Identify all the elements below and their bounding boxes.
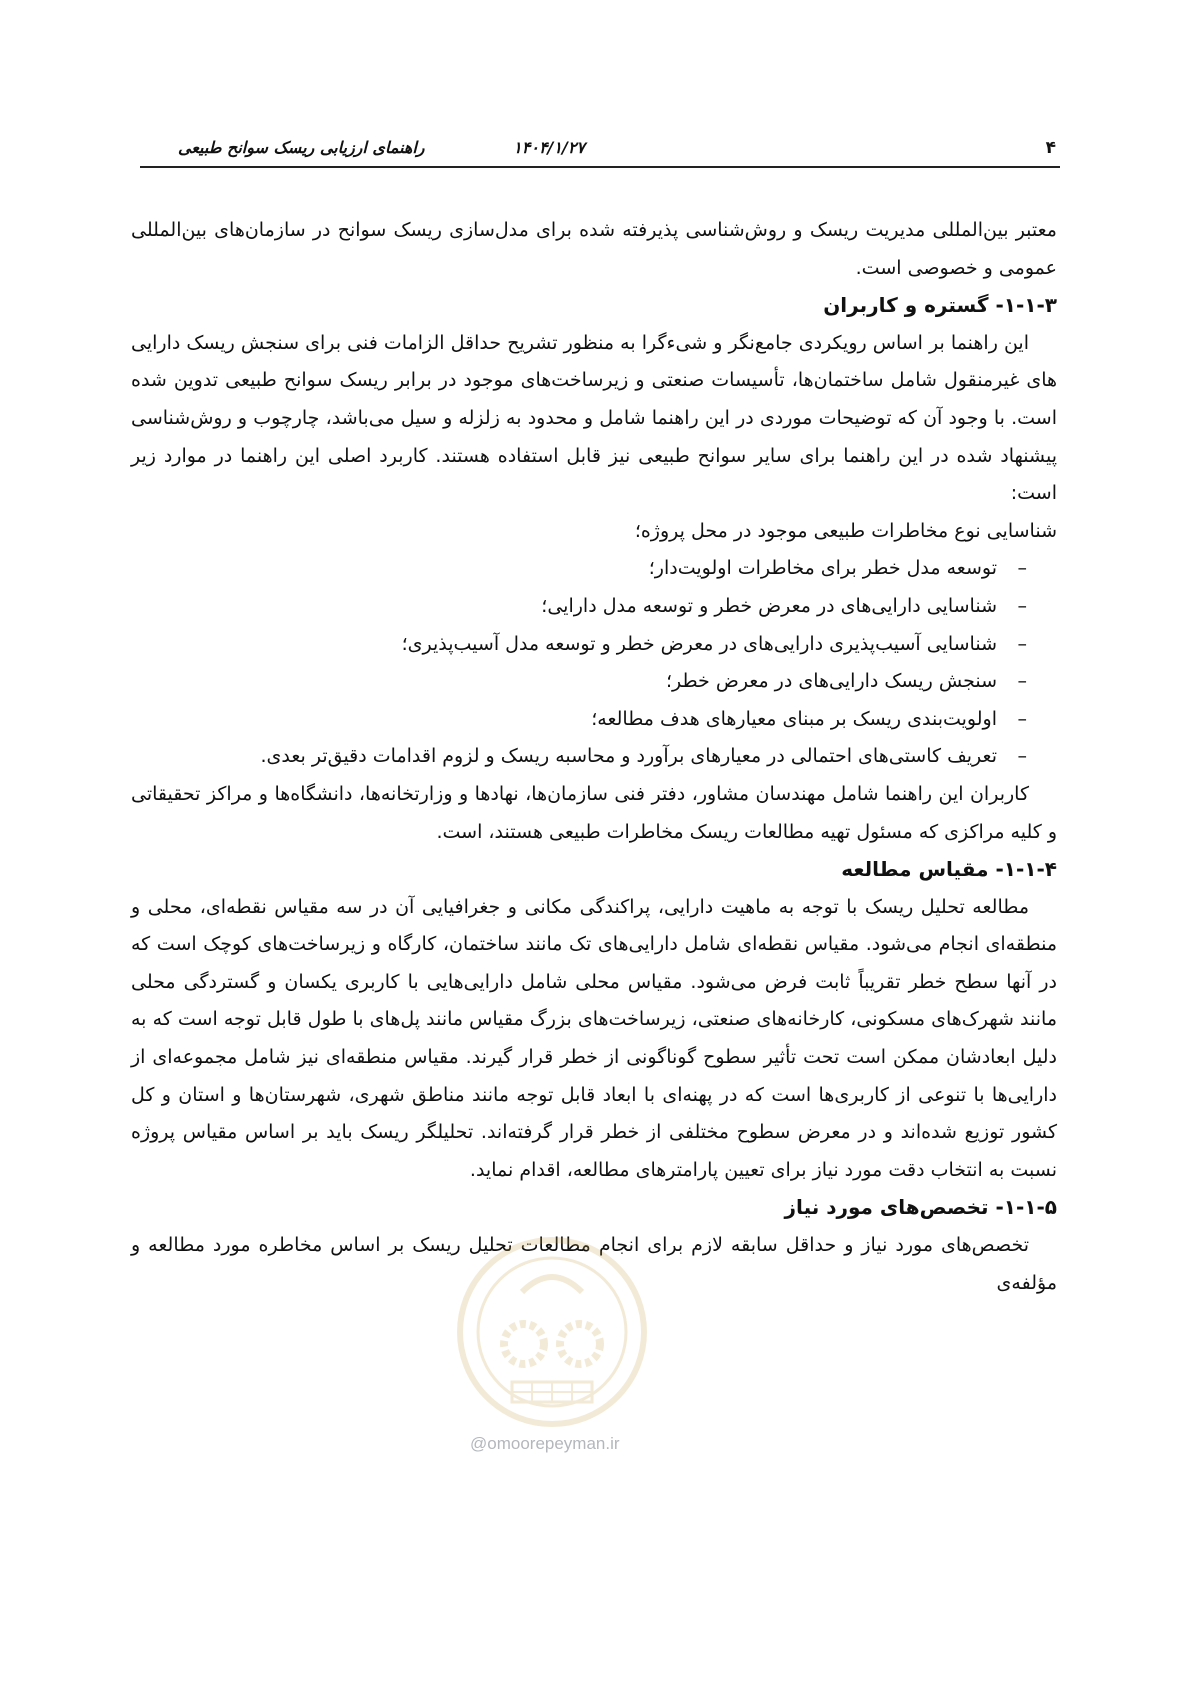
- watermark-text: @omoorepeyman.ir: [470, 1434, 620, 1453]
- list-item-text: شناسایی آسیب‌پذیری دارایی‌های در معرض خطر و توسعه مدل آسیب‌پذیری؛: [401, 632, 997, 655]
- scope-paragraph: این راهنما بر اساس رویکردی جامع‌نگر و شیءگرا به منظور تشریح حداقل الزامات فنی برای سنجش ریسک دارایی های غیرمنقول شامل ساختمان‌ها، تأسیسات صنعتی و زیرساخت‌های موجود در برابر ریسک سوانح طبیعی تدوین شده است. با وجود آن که توضیحات موردی در این راهنما شامل و محدود به زلزله و سیل می‌باشد، چارچوب و روش‌شناسی پیشنهاد شده در این راهنما برای سایر سوانح طبیعی نیز قابل استفاده هستند. کاربرد اصلی این راهنما در موارد زیر است:: [131, 331, 1057, 505]
- list-item-text: تعریف کاستی‌های احتمالی در معیارهای برآورد و محاسبه ریسک و لزوم اقدامات دقیق‌تر بعدی.: [260, 745, 997, 768]
- intro-paragraph: معتبر بین‌المللی مدیریت ریسک و روش‌شناسی پذیرفته شده برای مدل‌سازی ریسک سوانح در سازمان‌های بین‌المللی عمومی و خصوصی است.: [131, 219, 1057, 279]
- list-item: [131, 550, 1027, 588]
- list-item-text: سنجش ریسک دارایی‌های در معرض خطر؛: [665, 670, 997, 693]
- list-dash: –: [1017, 632, 1027, 655]
- list-item: [131, 663, 1027, 701]
- expertise-paragraph: تخصص‌های مورد نیاز و حداقل سابقه لازم برای انجام مطالعات تحلیل ریسک بر اساس مخاطره مورد مطالعه و مؤلفه‌ی: [131, 1234, 1057, 1294]
- list-item-text: شناسایی دارایی‌های در معرض خطر و توسعه مدل دارایی؛: [541, 594, 997, 617]
- list-dash: –: [1017, 594, 1027, 617]
- scale-paragraph: مطالعه تحلیل ریسک با توجه به ماهیت دارایی، پراکندگی مکانی و جغرافیایی آن در سه مقیاس نقطه‌ای، محلی و منطقه‌ای انجام می‌شود. مقیاس نقطه‌ای شامل دارایی‌های تک مانند ساختمان، کارگاه و زیرساخت‌های کوچک است که در آنها سطح خطر تقریباً ثابت فرض می‌شود. مقیاس محلی شامل دارایی‌هایی با کاربری یکسان و گستردگی محلی مانند شهرک‌های مسکونی، کارخانه‌های صنعتی، زیرساخت‌های بزرگ مقیاس مانند پل‌های با طول قابل توجه است که به دلیل ابعادشان ممکن است تحت تأثیر سطوح گوناگونی از خطر قرار گیرند. مقیاس منطقه‌ای نیز شامل مجموعه‌ای از دارایی‌ها با تنوعی از کاربری‌ها است که در پهنه‌ای با ابعاد قابل توجه مانند مناطق شهری، شهرستان‌ها و استان و کل کشور توزیع شده‌اند و در معرض سطوح مختلفی از خطر قرار گرفته‌اند. تحلیلگر ریسک باید بر اساس مقیاس پروژه نسبت به انتخاب دقت مورد نیاز برای تعیین پارامترهای مطالعه، اقدام نماید.: [131, 895, 1057, 1181]
- page-number: ۴: [1045, 138, 1056, 158]
- applications-list: [131, 550, 1057, 776]
- page-header: [140, 132, 1060, 168]
- list-dash: –: [1017, 707, 1027, 730]
- list-dash: –: [1017, 745, 1027, 768]
- list-dash: –: [1017, 557, 1027, 580]
- scope-first-item: شناسایی نوع مخاطرات طبیعی موجود در محل پروژه؛: [634, 519, 1057, 542]
- users-paragraph: کاربران این راهنما شامل مهندسان مشاور، دفتر فنی سازمان‌ها، نهادها و وزارتخانه‌ها، دانشگاه‌ها و مراکز تحقیقاتی و کلیه مراکزی که مسئول تهیه مطالعات ریسک مخاطرات طبیعی هستند، است.: [131, 782, 1057, 843]
- section-title-scope-users: ۱-۱-۳- گستره و کاربران: [823, 293, 1057, 318]
- header-date: ۱۴۰۴/۱/۲۷: [513, 138, 585, 157]
- list-item: [131, 738, 1027, 776]
- list-dash: –: [1017, 670, 1027, 693]
- header-document-title: راهنمای ارزیابی ریسک سوانح طبیعی: [178, 138, 425, 157]
- section-title-expertise: ۱-۱-۵- تخصص‌های مورد نیاز: [784, 1195, 1057, 1220]
- list-item-text: توسعه مدل خطر برای مخاطرات اولویت‌دار؛: [648, 557, 997, 580]
- section-title-study-scale: ۱-۱-۴- مقیاس مطالعه: [841, 857, 1057, 882]
- list-item: [131, 701, 1027, 739]
- page-body: [131, 212, 1057, 1302]
- list-item-text: اولویت‌بندی ریسک بر مبنای معیارهای هدف مطالعه؛: [591, 707, 997, 730]
- list-item: [131, 626, 1027, 664]
- list-item: [131, 588, 1027, 626]
